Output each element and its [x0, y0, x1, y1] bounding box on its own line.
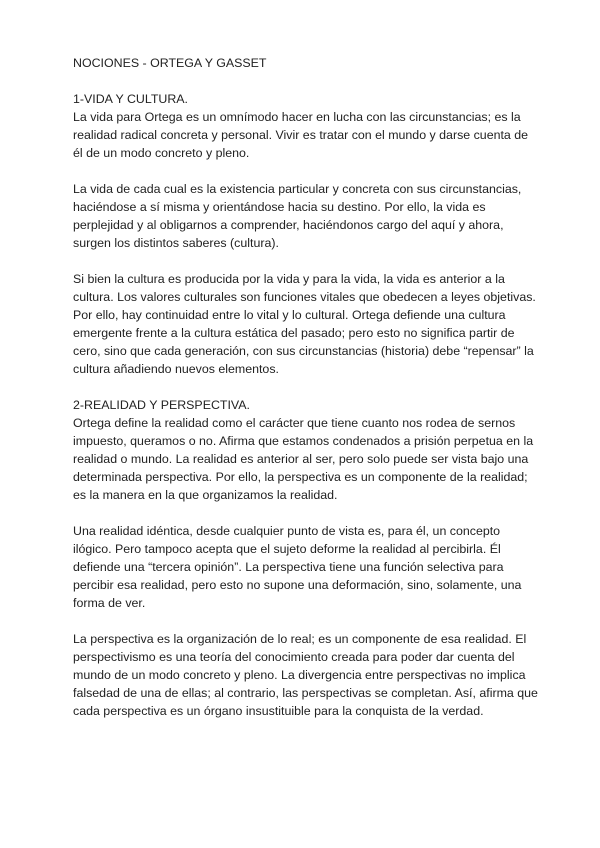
text-line: Ortega define la realidad como el carácter que tiene cuanto nos rodea de sernos	[73, 416, 516, 430]
text-line: Por ello, hay continuidad entre lo vital y lo cultural. Ortega defiende una cultura	[73, 308, 506, 322]
text-line: surgen los distintos saberes (cultura).	[73, 236, 279, 250]
text-line: mundo de un modo concreto y pleno. La divergencia entre perspectivas no implica	[73, 668, 526, 682]
text-line: determinada perspectiva. Por ello, la perspectiva es un componente de la realidad;	[73, 470, 528, 484]
text-line: emergente frente a la cultura estática del pasado; pero esto no significa partir de	[73, 326, 515, 340]
text-line: cada perspectiva es un órgano insustituible para la conquista de la verdad.	[73, 704, 484, 718]
text-line: defiende una “tercera opinión”. La perspectiva tiene una función selectiva para	[73, 560, 504, 574]
paragraph	[73, 180, 533, 252]
text-line: percibir esa realidad, pero esto no supone una deformación, sino, solamente, una	[73, 578, 522, 592]
paragraph	[73, 522, 533, 612]
text-line: cultura añadiendo nuevos elementos.	[73, 362, 279, 376]
paragraph	[73, 630, 538, 720]
document-title: NOCIONES - ORTEGA Y GASSET	[73, 56, 267, 70]
paragraph	[73, 414, 533, 504]
text-line: La vida de cada cual es la existencia particular y concreta con sus circunstancias,	[73, 182, 522, 196]
section-heading: 2-REALIDAD Y PERSPECTIVA.	[73, 398, 250, 412]
section-realidad-y-perspectiva	[73, 396, 538, 720]
paragraph	[73, 270, 536, 378]
text-line: La vida para Ortega es un omnímodo hacer en lucha con las circunstancias; es la	[73, 110, 521, 124]
document-page	[73, 54, 538, 738]
text-line: forma de ver.	[73, 596, 146, 610]
text-line: cultura. Los valores culturales son funciones vitales que obedecen a leyes objetivas.	[73, 290, 536, 304]
text-line: realidad radical concreta y personal. Vivir es tratar con el mundo y darse cuenta de	[73, 128, 529, 142]
text-line: falsedad de una de ellas; al contrario, las perspectivas se completan. Así, afirma que	[73, 686, 538, 700]
text-line: La perspectiva es la organización de lo real; es un componente de esa realidad. El	[73, 632, 527, 646]
text-line: perspectivismo es una teoría del conocimiento creada para poder dar cuenta del	[73, 650, 515, 664]
paragraph	[73, 108, 533, 162]
text-line: es la manera en la que organizamos la realidad.	[73, 488, 338, 502]
text-line: haciéndose a sí misma y orientándose hacia su destino. Por ello, la vida es	[73, 200, 486, 214]
text-line: realidad o mundo. La realidad es anterior al ser, pero solo puede ser vista bajo una	[73, 452, 529, 466]
section-heading: 1-VIDA Y CULTURA.	[73, 92, 188, 106]
text-line: Si bien la cultura es producida por la vida y para la vida, la vida es anterior a la	[73, 272, 505, 286]
text-line: perplejidad y al obligarnos a comprender, haciéndonos cargo del aquí y ahora,	[73, 218, 504, 232]
text-line: él de un modo concreto y pleno.	[73, 146, 250, 160]
section-vida-y-cultura	[73, 90, 536, 378]
text-line: impuesto, queramos o no. Afirma que estamos condenados a prisión perpetua en la	[73, 434, 534, 448]
text-line: cero, sino que cada generación, con sus circunstancias (historia) debe “repensar” la	[73, 344, 534, 358]
text-line: ilógico. Pero tampoco acepta que el sujeto deforme la realidad al percibirla. Él	[73, 542, 501, 556]
text-line: Una realidad idéntica, desde cualquier punto de vista es, para él, un concepto	[73, 524, 501, 538]
